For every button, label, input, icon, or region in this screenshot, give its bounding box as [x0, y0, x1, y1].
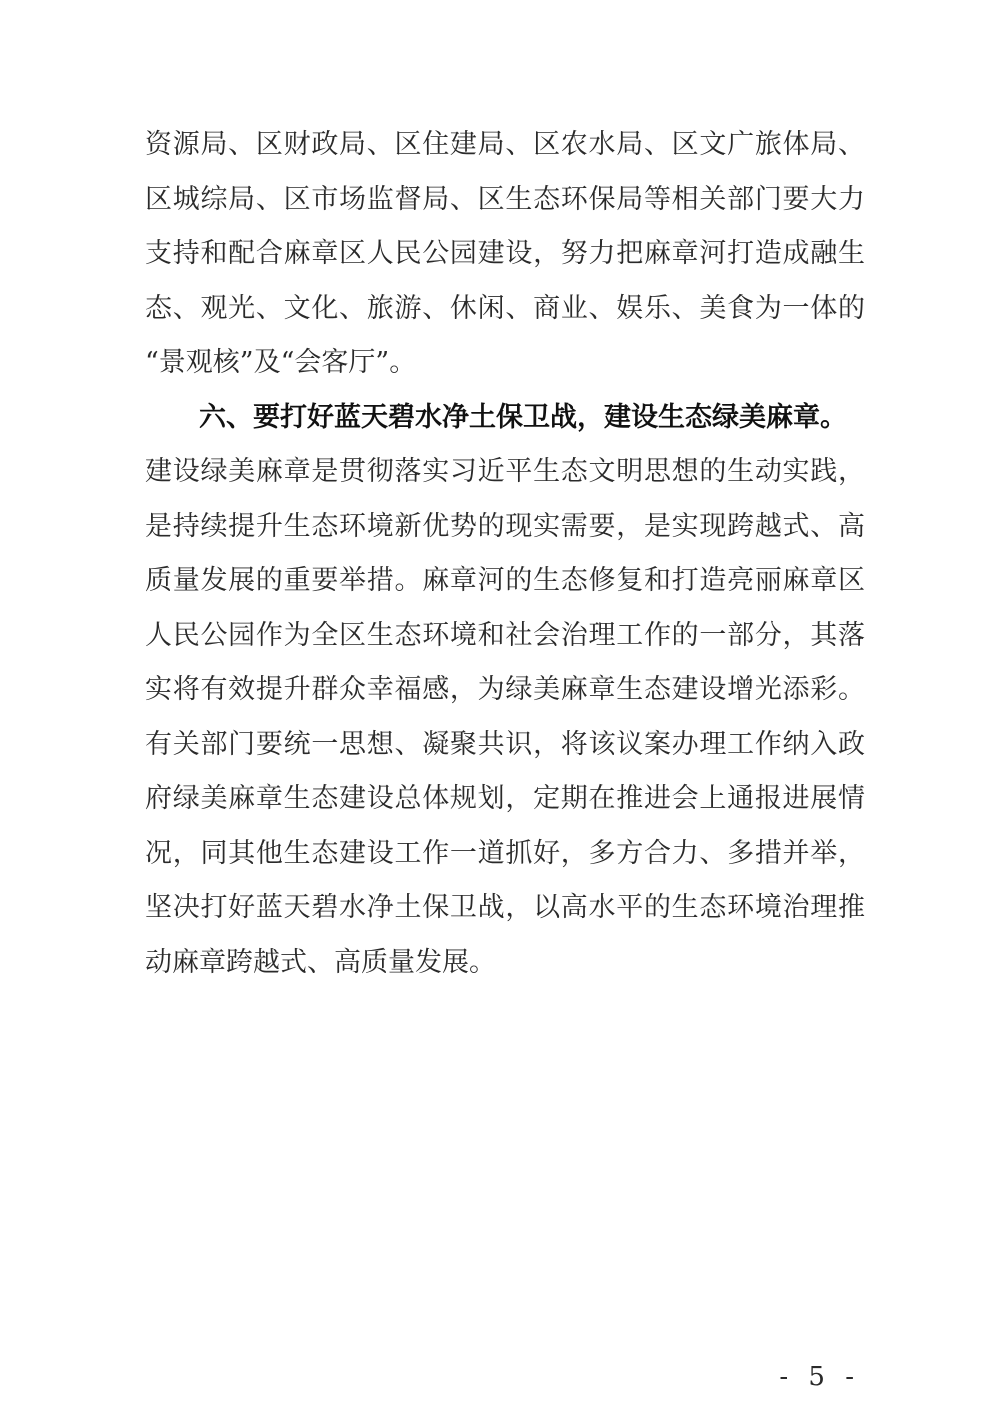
section-heading: 六、要打好蓝天碧水净土保卫战，建设生态绿美麻章。	[199, 401, 847, 433]
section-line: 质量发展的重要举措。麻章河的生态修复和打造亮丽麻章区	[145, 565, 865, 596]
paragraph-line: 支持和配合麻章区人民公园建设，努力把麻章河打造成融生	[145, 238, 865, 269]
paragraph-line: 区城综局、区市场监督局、区生态环保局等相关部门要大力	[145, 183, 865, 215]
page-number: - 5 -	[779, 1362, 860, 1392]
section-line: 况，同其他生态建设工作一道抓好，多方合力、多措并举，	[145, 837, 865, 869]
section-line: 是持续提升生态环境新优势的现实需要，是实现跨越式、高	[145, 510, 865, 542]
section-line: 实将有效提升群众幸福感，为绿美麻章生态建设增光添彩。	[145, 674, 865, 705]
section-line: 有关部门要统一思想、凝聚共识，将该议案办理工作纳入政	[145, 728, 865, 760]
section-line: 人民公园作为全区生态环境和社会治理工作的一部分，其落	[145, 619, 865, 651]
section-line: 坚决打好蓝天碧水净土保卫战，以高水平的生态环境治理推	[145, 892, 865, 923]
body-text	[145, 118, 865, 990]
paragraph-line: “景观核”及“会客厅”。	[145, 347, 417, 378]
section-line: 建设绿美麻章是贯彻落实习近平生态文明思想的生动实践，	[145, 456, 865, 487]
section-line: 府绿美麻章生态建设总体规划，定期在推进会上通报进展情	[145, 783, 865, 814]
paragraph-line: 态、观光、文化、旅游、休闲、商业、娱乐、美食为一体的	[145, 292, 865, 324]
section-line: 动麻章跨越式、高质量发展。	[145, 946, 496, 978]
paragraph-line: 资源局、区财政局、区住建局、区农水局、区文广旅体局、	[145, 129, 865, 160]
